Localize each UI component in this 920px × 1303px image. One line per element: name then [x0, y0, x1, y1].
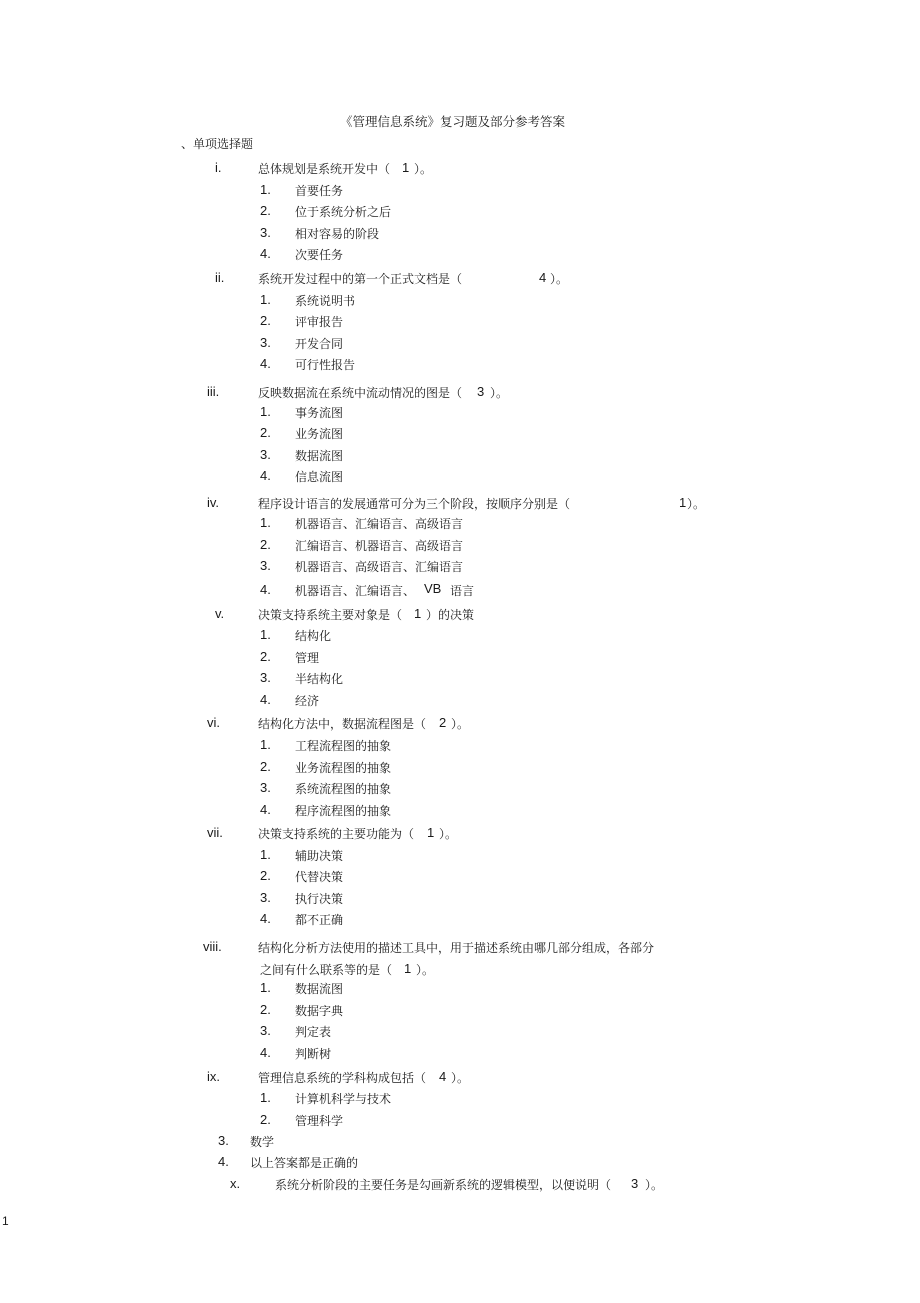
- option-number: 3.: [260, 670, 271, 685]
- option-text: 首要任务: [295, 184, 344, 198]
- option-number: 4.: [260, 692, 271, 707]
- option-number: 2.: [260, 537, 271, 552]
- option-text: 数学: [250, 1135, 275, 1149]
- question-end: ）。: [439, 827, 458, 841]
- question-stem-line-2: 之间有什么联系等的是（: [260, 963, 393, 977]
- option-number: 2.: [260, 1002, 271, 1017]
- question-number: i.: [215, 160, 222, 175]
- section-heading: 、单项选择题: [181, 137, 254, 151]
- option-text: 代替决策: [295, 870, 344, 884]
- option-number: 4.: [218, 1154, 229, 1169]
- question-end: ）。: [451, 1071, 470, 1085]
- question-number: iv.: [207, 495, 220, 510]
- option-text: 评审报告: [295, 315, 344, 329]
- question-number: v.: [215, 606, 225, 621]
- option-text: 执行决策: [295, 892, 344, 906]
- option-number: 3.: [260, 335, 271, 350]
- option-text: 都不正确: [295, 913, 344, 927]
- option-number: 4.: [260, 911, 271, 926]
- answer-value: 1: [414, 606, 422, 621]
- answer-value: 3: [631, 1176, 639, 1191]
- option-number: 4.: [260, 356, 271, 371]
- answer-value: 1: [402, 160, 410, 175]
- option-number: 1.: [260, 847, 271, 862]
- option-text: 管理科学: [295, 1114, 344, 1128]
- option-text: 信息流图: [295, 470, 344, 484]
- option-text: 次要任务: [295, 248, 344, 262]
- option-number: 1.: [260, 292, 271, 307]
- question-number: x.: [230, 1176, 241, 1191]
- option-number: 3.: [260, 1023, 271, 1038]
- question-number: vi.: [207, 715, 220, 730]
- option-number: 2.: [260, 649, 271, 664]
- answer-value: 1: [679, 495, 687, 510]
- option-number: 1.: [260, 515, 271, 530]
- document-title: 《管理信息系统》复习题及部分参考答案: [340, 114, 566, 129]
- option-number: 3.: [260, 890, 271, 905]
- option-number: 1.: [260, 737, 271, 752]
- option-text: 业务流图: [295, 427, 344, 441]
- question-end: ）。: [414, 162, 433, 176]
- option-text: 半结构化: [295, 672, 344, 686]
- option-number: 2.: [260, 425, 271, 440]
- option-number: 2.: [260, 868, 271, 883]
- question-end: ）。: [687, 497, 706, 511]
- question-end: ）。: [550, 272, 569, 286]
- option-number: 1.: [260, 1090, 271, 1105]
- option-number: 4.: [260, 582, 271, 597]
- option-number: 3.: [260, 225, 271, 240]
- option-text: 开发合同: [295, 337, 344, 351]
- option-text: 系统说明书: [295, 294, 356, 308]
- option-text: 相对容易的阶段: [295, 227, 380, 241]
- option-text: 位于系统分析之后: [295, 205, 392, 219]
- question-stem: 决策支持系统主要对象是（: [258, 608, 403, 622]
- answer-value: 4: [539, 270, 547, 285]
- option-number: 1.: [260, 627, 271, 642]
- option-text: 机器语言、汇编语言、: [295, 584, 416, 598]
- question-stem: 结构化分析方法使用的描述工具中，用于描述系统由哪几部分组成，各部分: [258, 941, 655, 955]
- answer-value: 1: [427, 825, 435, 840]
- option-text: 结构化: [295, 629, 332, 643]
- answer-value: 2: [439, 715, 447, 730]
- option-text: 经济: [295, 694, 320, 708]
- question-number: iii.: [207, 384, 220, 399]
- option-text-suffix: 语言: [450, 584, 475, 598]
- question-stem: 决策支持系统的主要功能为（: [258, 827, 415, 841]
- option-text: 工程流程图的抽象: [295, 739, 392, 753]
- option-text: 汇编语言、机器语言、高级语言: [295, 539, 464, 553]
- option-text: 管理: [295, 651, 320, 665]
- option-text: 可行性报告: [295, 358, 356, 372]
- question-number: ii.: [215, 270, 225, 285]
- option-text: 业务流程图的抽象: [295, 761, 392, 775]
- question-stem: 系统分析阶段的主要任务是勾画新系统的逻辑模型，以便说明（: [275, 1178, 612, 1192]
- option-text: 系统流程图的抽象: [295, 782, 392, 796]
- option-text: 判定表: [295, 1025, 332, 1039]
- question-number: viii.: [203, 939, 222, 954]
- option-text: 事务流图: [295, 406, 344, 420]
- option-number: 1.: [260, 404, 271, 419]
- option-text-vb: VB: [424, 581, 442, 596]
- option-text: 辅助决策: [295, 849, 344, 863]
- question-stem: 总体规划是系统开发中（: [258, 162, 391, 176]
- question-stem: 程序设计语言的发展通常可分为三个阶段，按顺序分别是（: [258, 497, 571, 511]
- option-number: 1.: [260, 182, 271, 197]
- answer-value: 3: [477, 384, 485, 399]
- question-end: ）。: [451, 717, 470, 731]
- option-number: 3.: [218, 1133, 229, 1148]
- option-number: 4.: [260, 802, 271, 817]
- question-stem: 结构化方法中，数据流程图是（: [258, 717, 427, 731]
- option-number: 3.: [260, 447, 271, 462]
- question-number: ix.: [207, 1069, 220, 1084]
- question-stem: 反映数据流在系统中流动情况的图是（: [258, 386, 463, 400]
- page-number: 1: [2, 1214, 9, 1228]
- option-number: 2.: [260, 759, 271, 774]
- question-end: ）。: [416, 963, 435, 977]
- option-text: 机器语言、高级语言、汇编语言: [295, 560, 464, 574]
- option-text: 数据流图: [295, 982, 344, 996]
- answer-value: 1: [404, 961, 412, 976]
- option-number: 4.: [260, 246, 271, 261]
- option-text: 程序流程图的抽象: [295, 804, 392, 818]
- option-number: 3.: [260, 780, 271, 795]
- option-text: 数据字典: [295, 1004, 344, 1018]
- option-number: 2.: [260, 203, 271, 218]
- option-number: 4.: [260, 468, 271, 483]
- question-end: ）的决策: [426, 608, 475, 622]
- question-stem: 管理信息系统的学科构成包括（: [258, 1071, 427, 1085]
- option-number: 1.: [260, 980, 271, 995]
- option-text: 机器语言、汇编语言、高级语言: [295, 517, 464, 531]
- question-end: ）。: [490, 386, 509, 400]
- option-number: 3.: [260, 558, 271, 573]
- question-number: vii.: [207, 825, 223, 840]
- option-text: 数据流图: [295, 449, 344, 463]
- option-number: 2.: [260, 313, 271, 328]
- question-stem: 系统开发过程中的第一个正式文档是（: [258, 272, 463, 286]
- option-text: 以上答案都是正确的: [250, 1156, 359, 1170]
- option-text: 判断树: [295, 1047, 332, 1061]
- question-end: ）。: [645, 1178, 664, 1192]
- option-number: 2.: [260, 1112, 271, 1127]
- answer-value: 4: [439, 1069, 447, 1084]
- option-number: 4.: [260, 1045, 271, 1060]
- option-text: 计算机科学与技术: [295, 1092, 392, 1106]
